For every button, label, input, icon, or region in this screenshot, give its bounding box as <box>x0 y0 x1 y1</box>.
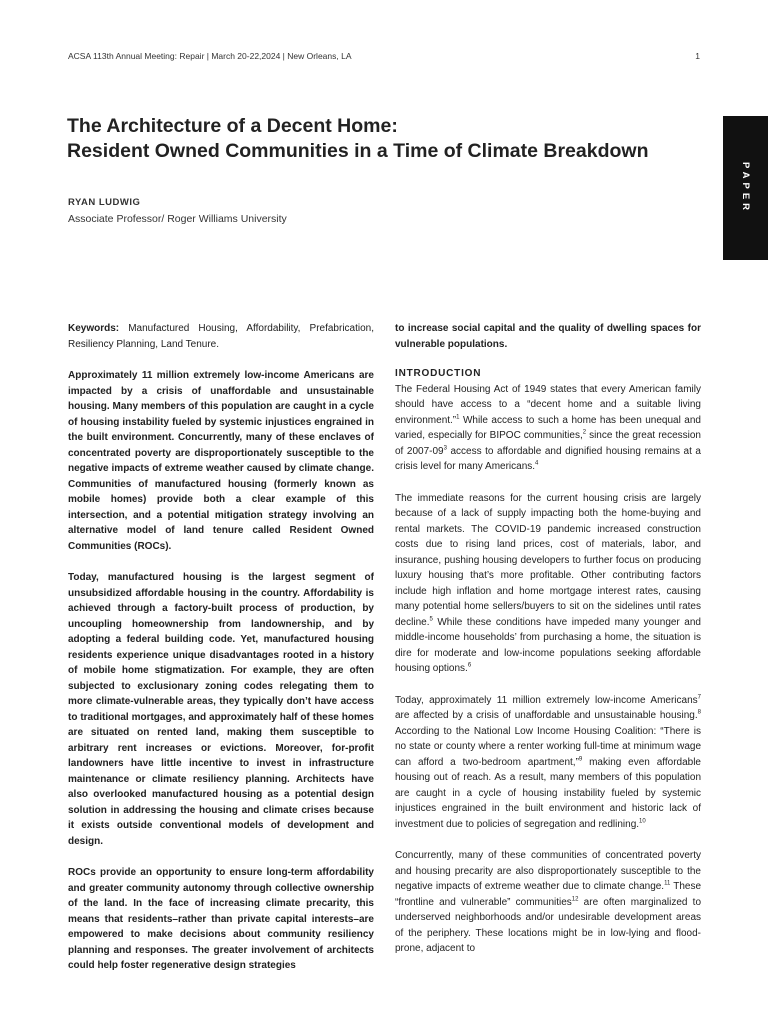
paper-title <box>67 114 707 164</box>
keywords-text: Manufactured Housing, Affordability, Prefabrication, Resiliency Planning, Land Tenure. <box>68 323 374 350</box>
keywords <box>68 321 374 352</box>
footnote-ref[interactable]: 2 <box>582 429 587 436</box>
intro-paragraph-2: The immediate reasons for the current housing crisis are largely because of a lack of supply impacting both the home-buying and rental markets. The COVID-19 pandemic increased construction costs due to rising land prices, cost of materials, labor, and insurance, pushing housing developers to further focus on producing luxury housing that’s more profitable. Other contributing factors include high inflation and home mortgage interest rates, causing many potential home sellers/buyers to sit on the sidelines until rates decline.$^5$ While these conditions have impeded many younger and middle-income households’ from purchasing a home, the situation is dire for moderate and low-income populations seeking affordable housing options.$^6$ <box>395 492 701 674</box>
abstract-paragraph-1: Approximately 11 million extremely low-income Americans are impacted by a crisis of unaffordable and unsustainable housing. Many members of this population are caught in a cycle of housing instability fueled by systemic injustices engrained in the built environment. Concurrently, many of these enclaves of concentrated poverty are disproportionately susceptible to the negative impacts of extreme weather caused by climate change. Communities of manufactured housing (formerly known as mobile homes) provide both a clear example of this intersection, and a potential mitigation strategy involving an alternative model of land tenure called Resident Owned Communities (ROCs). <box>68 370 374 552</box>
intro-paragraph-1: The Federal Housing Act of 1949 states that every American family should have access to a “decent home and a suitable living environment.”$^1$ While access to such a home has been unequal and varied, especially for BIPOC communities,$^2$ since the great recession of $2007-09^3$ access to affordable and dignified housing remains at a crisis level for many Americans.$^4$ <box>395 383 701 472</box>
introduction-heading: INTRODUCTION <box>395 368 482 379</box>
footnote-ref[interactable]: 10 <box>639 818 646 825</box>
running-header <box>68 51 700 61</box>
footnote-ref[interactable]: 4 <box>535 460 539 467</box>
footnote-ref[interactable]: 1 <box>456 414 460 421</box>
author-name: RYAN LUDWIG <box>68 197 141 208</box>
footnote-ref[interactable]: 12 <box>571 896 579 903</box>
author-affiliation: Associate Professor/ Roger Williams University <box>68 213 287 225</box>
footnote-ref[interactable]: 11 <box>664 880 671 887</box>
conference-info: ACSA 113th Annual Meeting: Repair | March 20-22,2024 | New Orleans, LA <box>68 51 352 61</box>
title-line-1: The Architecture of a Decent Home: <box>67 115 398 137</box>
keywords-label: Keywords: <box>68 323 120 334</box>
footnote-ref[interactable]: 6 <box>467 662 472 669</box>
abstract-paragraph-2: Today, manufactured housing is the largest segment of unsubsidized affordable housing in the country. Affordability is achieved through a factory-built process of production, by uncoupling homeownership from landownership, and by adopting a federal building code. Yet, manufactured housing residents experience unique disadvantages rooted in a history of mobile home stigmatization. For example, they are often subjected to exclusionary zoning codes relegating them to more climate-vulnerable areas, they typically don’t have access to traditional mortgages, and approximately half of these homes are situated on rented land, making them susceptible to arbitrary rent increases or evictions. Moreover, for-profit landowners have little incentive to invest in infrastructure maintenance or climate resiliency planning. Architects have also overlooked manufactured housing as a potential design solution in addressing the housing and climate crises because it exists outside conventional models of development and design. <box>68 572 374 847</box>
abstract-paragraph-3-continued: to increase social capital and the quality of dwelling spaces for vulnerable populations. <box>395 323 701 350</box>
footnote-ref[interactable]: 8 <box>697 709 701 716</box>
footnote-ref[interactable]: 7 <box>697 694 701 701</box>
footnote-ref[interactable]: 9 <box>578 756 583 763</box>
paper-tab-label: PAPER <box>740 161 751 215</box>
page-number: 1 <box>695 51 700 61</box>
abstract-paragraph-3: ROCs provide an opportunity to ensure long-term affordability and greater community autonomy through collective ownership of the land. In the face of increasing climate precarity, this means that residents–rather than private capital interests–are empowered to make decisions about community resiliency planning and responses. The greater involvement of architects could help foster regenerative design strategies <box>68 867 374 971</box>
title-line-2: Resident Owned Communities in a Time of Climate Breakdown <box>67 140 649 162</box>
right-column <box>395 321 701 973</box>
footnote-ref[interactable]: 5 <box>429 616 433 623</box>
left-column <box>68 321 374 990</box>
footnote-ref[interactable]: 3 <box>443 445 447 452</box>
intro-paragraph-3: Today, approximately 11 million extremely low-income Americans$^7$ are affected by a crisis of unaffordable and unsustainable housing.$^8$ According to the National Low Income Housing Coalition: “There is no state or county where a renter working full-time at minimum wage can afford a two-bedroom apartment,”$^9$ making even affordable housing out of reach. As a result, many members of this population are caught in a cycle of housing instability fueled by systemic injustices engrained in the built environment and historic lack of investment due to policies of segregation and redlining.$^{10}$ <box>395 694 701 830</box>
intro-paragraph-4: Concurrently, many of these communities of concentrated poverty and housing precarity are also disproportionately susceptible to the negative impacts of extreme weather due to climate change.$^{11}$ These “frontline and vulnerable” communities$^{12}$ are often marginalized to underserved neighborhoods and/or undesirable development areas of the periphery. These locations might be in low-lying and flood-prone, adjacent to <box>395 850 702 954</box>
paper-side-tab <box>723 116 768 260</box>
